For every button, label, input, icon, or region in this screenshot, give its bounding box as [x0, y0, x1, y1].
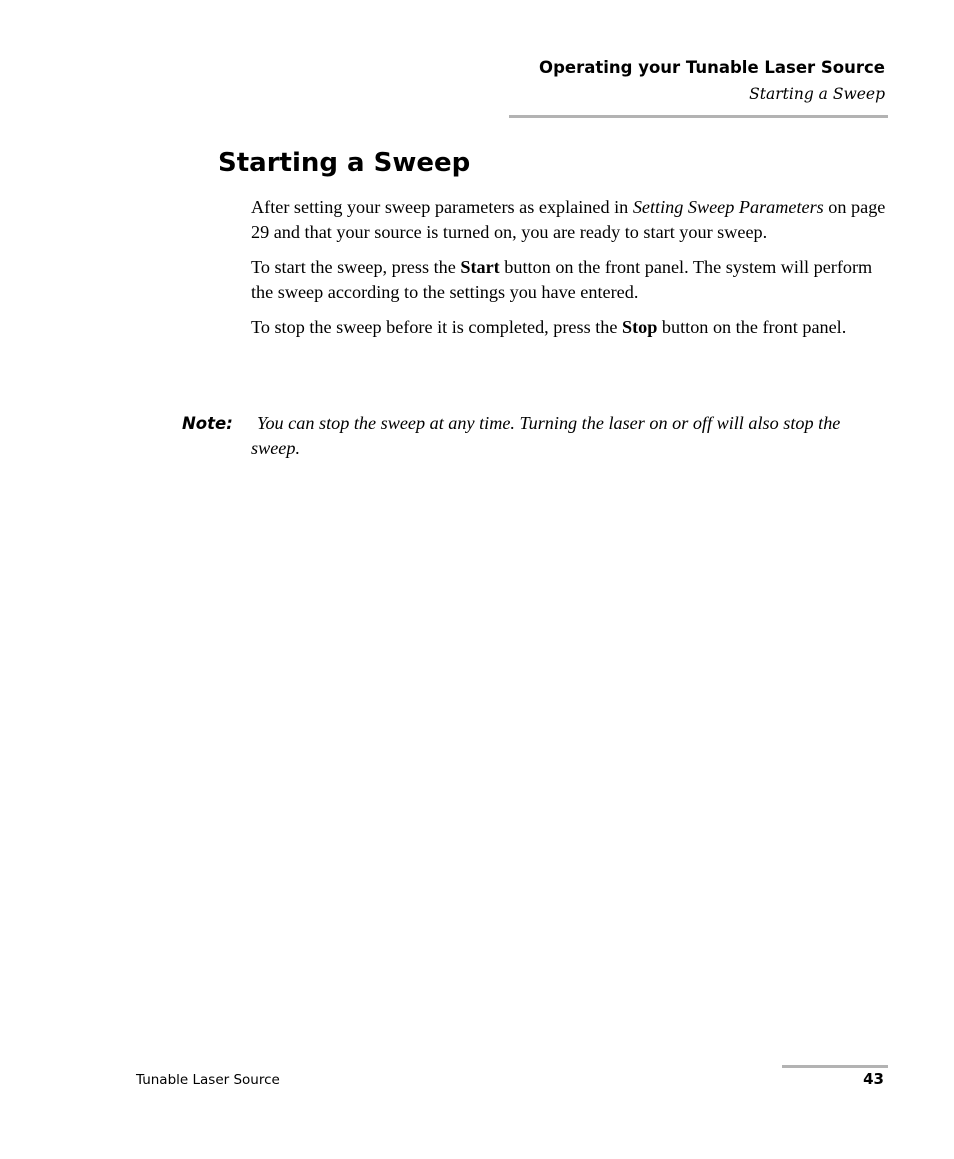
cross-reference-link[interactable]: Setting Sweep Parameters [632, 197, 824, 217]
header-rule [509, 115, 888, 118]
note-block [182, 411, 882, 461]
footer-rule [782, 1065, 888, 1068]
running-section-title: Starting a Sweep [749, 85, 885, 103]
page-title: Starting a Sweep [218, 148, 471, 178]
paragraph-1-text-before: After setting your sweep parameters as explained in [251, 197, 633, 217]
paragraph-1 [251, 195, 891, 244]
paragraph-1-text-after: on page 29 and that your source is turned on, you are ready to start your sweep. [251, 197, 886, 242]
paragraph-3-text-after: button on the front panel. [657, 317, 847, 337]
paragraph-2-text-before: To start the sweep, press the [251, 257, 461, 277]
start-button-label: Start [460, 257, 500, 277]
page-number: 43 [863, 1070, 884, 1088]
paragraph-2 [251, 255, 891, 304]
paragraph-2-text-after: button on the front panel. The system will perform the sweep according to the settings you have entered. [251, 257, 873, 302]
footer-manual-title: Tunable Laser Source [136, 1072, 280, 1088]
chapter-title: Operating your Tunable Laser Source [539, 58, 885, 77]
note-text: You can stop the sweep at any time. Turning the laser on or off will also stop the sweep. [251, 413, 841, 458]
running-head [539, 56, 885, 108]
body-text [251, 195, 891, 351]
paragraph-3 [251, 315, 891, 340]
note-label: Note: [182, 414, 233, 433]
stop-button-label: Stop [621, 317, 658, 337]
paragraph-3-text-before: To stop the sweep before it is completed, press the [251, 317, 622, 337]
